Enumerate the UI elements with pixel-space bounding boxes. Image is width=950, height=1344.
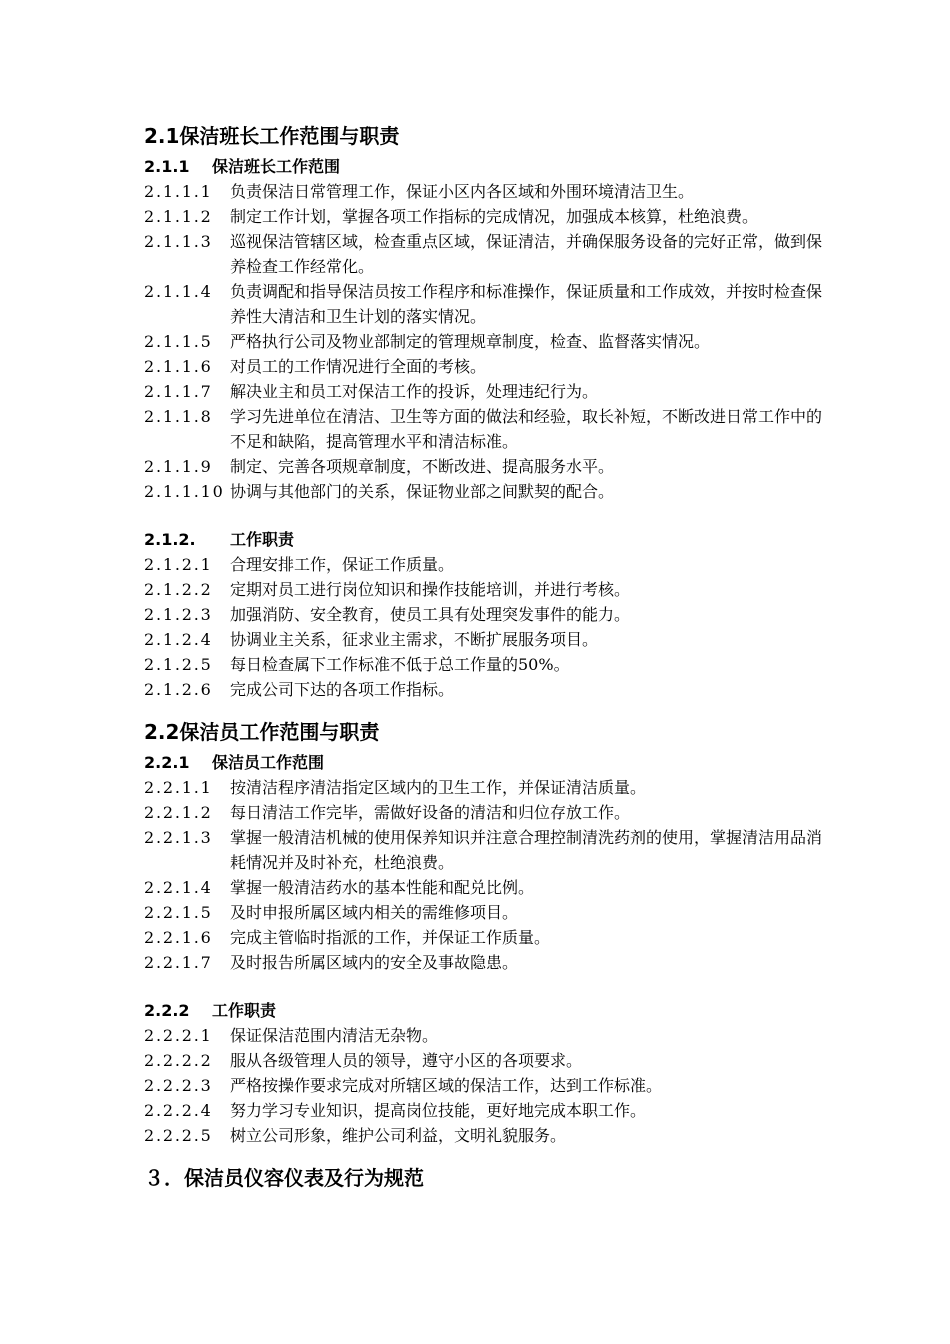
document-content [144,118,824,1194]
spacer [144,504,824,527]
list-item [144,179,824,204]
item-text: 完成公司下达的各项工作指标。 [230,680,455,699]
item-text: 学习先进单位在清洁、卫生等方面的做法和经验，取长补短，不断改进日常工作中的不足和缺陷，提高管理水平和清洁标准。 [230,407,823,451]
list-item [144,454,824,479]
item-number: 2.1.2.1 [144,555,213,574]
list-item [144,577,824,602]
section-3-heading: ３．保洁员仪容仪表及行为规范 [144,1166,424,1190]
list-item [144,404,824,454]
item-number: 2.1.1.5 [144,332,213,351]
list-item [144,652,824,677]
item-text: 每日清洁工作完毕，需做好设备的清洁和归位存放工作。 [230,803,631,822]
item-text: 每日检查属下工作标准不低于总工作量的50%。 [230,655,570,674]
item-text: 负责调配和指导保洁员按工作程序和标准操作，保证质量和工作成效，并按时检查保养性大清洁和卫生计划的落实情况。 [230,282,823,326]
item-number: 2.2.2.1 [144,1026,213,1045]
list-item [144,552,824,577]
subsection-title: 保洁班长工作范围 [212,157,341,176]
subsection-2-2-1-heading [144,750,824,775]
item-text: 掌握一般清洁药水的基本性能和配兑比例。 [230,878,535,897]
item-number: 2.2.1.3 [144,828,213,847]
list-2-2-1 [144,775,824,975]
list-item [144,1098,824,1123]
item-text: 负责保洁日常管理工作，保证小区内各区域和外围环境清洁卫生。 [230,182,695,201]
item-number: 2.1.1.8 [144,407,213,426]
list-item [144,900,824,925]
spacer [144,975,824,998]
subsection-title: 工作职责 [212,1001,277,1020]
subsection-number: 2.1.2. [144,530,196,549]
item-number: 2.1.2.4 [144,630,213,649]
item-text: 加强消防、安全教育，使员工具有处理突发事件的能力。 [230,605,631,624]
list-item [144,627,824,652]
list-item [144,479,824,504]
list-item [144,800,824,825]
item-number: 2.1.1.3 [144,232,213,251]
item-text: 及时申报所属区域内相关的需维修项目。 [230,903,519,922]
list-2-1-1 [144,179,824,504]
item-text: 解决业主和员工对保洁工作的投诉，处理违纪行为。 [230,382,599,401]
item-text: 合理安排工作，保证工作质量。 [230,555,455,574]
list-item [144,950,824,975]
list-2-1-2 [144,552,824,702]
item-text: 严格执行公司及物业部制定的管理规章制度，检查、监督落实情况。 [230,332,711,351]
item-number: 2.2.1.7 [144,953,213,972]
list-item [144,1023,824,1048]
subsection-2-2-2-heading [144,998,824,1023]
item-number: 2.1.2.5 [144,655,213,674]
item-text: 定期对员工进行岗位知识和操作技能培训，并进行考核。 [230,580,631,599]
item-number: 2.2.1.1 [144,778,213,797]
subsection-number: 2.1.1 [144,157,190,176]
item-number: 2.2.2.4 [144,1101,213,1120]
item-text: 服从各级管理人员的领导，遵守小区的各项要求。 [230,1051,583,1070]
item-number: 2.1.1.4 [144,282,213,301]
item-text: 巡视保洁管辖区域，检查重点区域，保证清洁，并确保服务设备的完好正常，做到保养检查工作经常化。 [230,232,823,276]
item-text: 制定、完善各项规章制度，不断改进、提高服务水平。 [230,457,615,476]
item-text: 协调业主关系，征求业主需求，不断扩展服务项目。 [230,630,599,649]
item-number: 2.1.2.2 [144,580,213,599]
subsection-title: 工作职责 [230,530,295,549]
list-item [144,204,824,229]
item-number: 2.1.2.3 [144,605,213,624]
list-item [144,825,824,875]
item-number: 2.1.1.9 [144,457,213,476]
item-number: 2.1.1.1 [144,182,213,201]
item-text: 及时报告所属区域内的安全及事故隐患。 [230,953,519,972]
item-text: 保证保洁范围内清洁无杂物。 [230,1026,439,1045]
subsection-2-1-1-heading [144,154,824,179]
item-text: 协调与其他部门的关系，保证物业部之间默契的配合。 [230,482,615,501]
list-item [144,875,824,900]
item-text: 努力学习专业知识，提高岗位技能，更好地完成本职工作。 [230,1101,647,1120]
list-item [144,1123,824,1148]
list-item [144,379,824,404]
subsection-title: 保洁员工作范围 [212,753,325,772]
item-number: 2.1.1.10 [144,482,225,501]
section-2-2-heading: 2.2保洁员工作范围与职责 [144,720,380,744]
item-text: 完成主管临时指派的工作，并保证工作质量。 [230,928,551,947]
subsection-2-1-2-heading [144,527,824,552]
list-item [144,775,824,800]
spacer [144,702,824,714]
item-text: 树立公司形象，维护公司利益，文明礼貌服务。 [230,1126,567,1145]
subsection-number: 2.2.1 [144,753,190,772]
item-number: 2.2.2.5 [144,1126,213,1145]
item-number: 2.1.1.7 [144,382,213,401]
item-number: 2.1.2.6 [144,680,213,699]
item-number: 2.2.1.6 [144,928,213,947]
list-item [144,677,824,702]
list-item [144,329,824,354]
subsection-number: 2.2.2 [144,1001,190,1020]
list-item [144,279,824,329]
list-item [144,229,824,279]
item-text: 对员工的工作情况进行全面的考核。 [230,357,487,376]
list-item [144,1073,824,1098]
list-item [144,1048,824,1073]
list-item [144,354,824,379]
item-number: 2.1.1.2 [144,207,213,226]
section-2-1-heading: 2.1保洁班长工作范围与职责 [144,124,400,148]
item-text: 严格按操作要求完成对所辖区域的保洁工作，达到工作标准。 [230,1076,663,1095]
item-number: 2.2.1.4 [144,878,213,897]
item-number: 2.1.1.6 [144,357,213,376]
item-number: 2.2.2.3 [144,1076,213,1095]
list-item [144,925,824,950]
item-text: 制定工作计划，掌握各项工作指标的完成情况，加强成本核算，杜绝浪费。 [230,207,759,226]
list-2-2-2 [144,1023,824,1148]
item-number: 2.2.1.5 [144,903,213,922]
item-number: 2.2.2.2 [144,1051,213,1070]
list-item [144,602,824,627]
item-text: 按清洁程序清洁指定区域内的卫生工作，并保证清洁质量。 [230,778,647,797]
item-text: 掌握一般清洁机械的使用保养知识并注意合理控制清洗药剂的使用，掌握清洁用品消耗情况并及时补充，杜绝浪费。 [230,828,823,872]
item-number: 2.2.1.2 [144,803,213,822]
